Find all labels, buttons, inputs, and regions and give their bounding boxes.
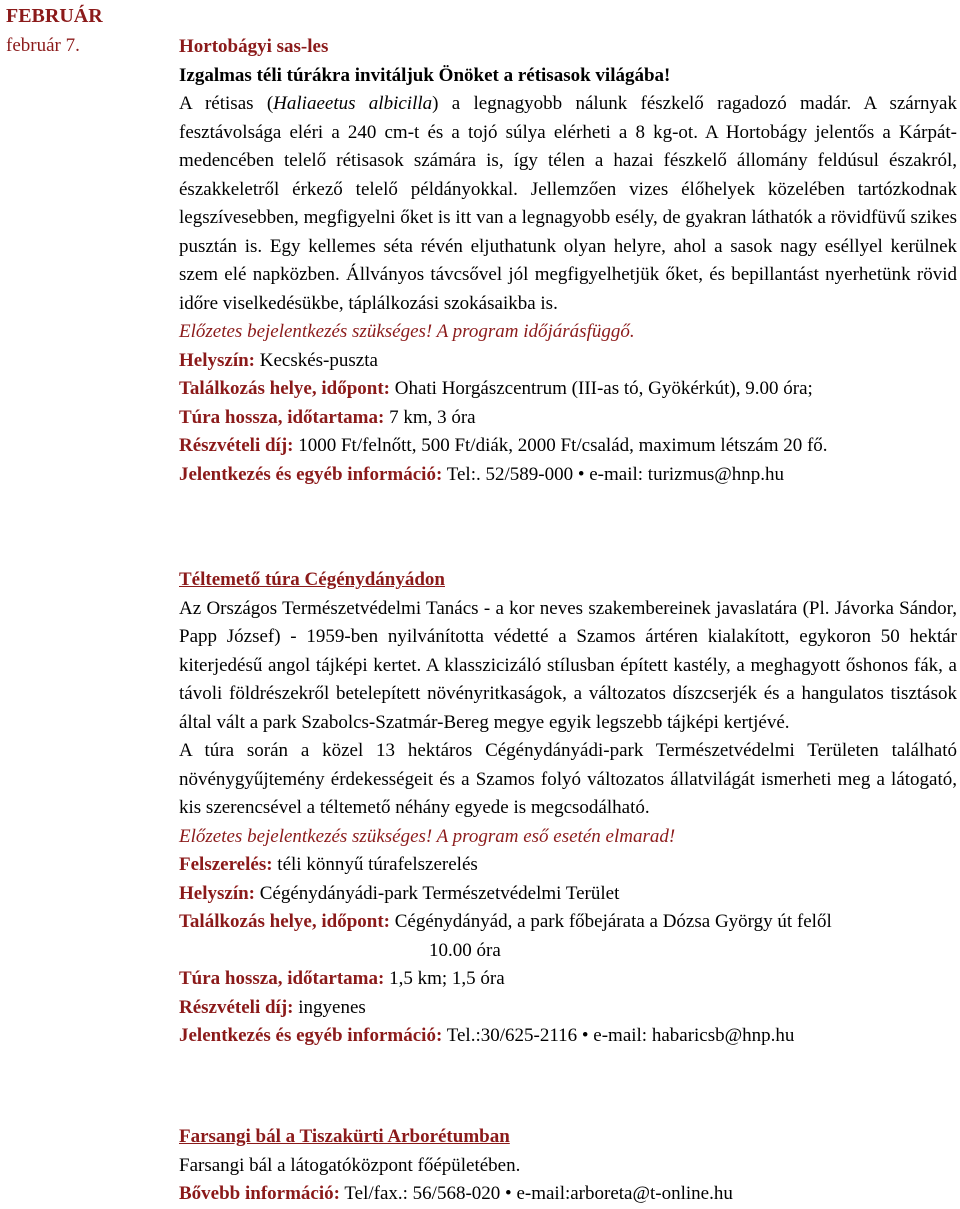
detail-fee: Részvételi díj: ingyenes — [179, 996, 366, 1018]
event-note: Előzetes bejelentkezés szükséges! A program időjárásfüggő. — [179, 321, 635, 342]
detail-fee: Részvételi díj: 1000 Ft/felnőtt, 500 Ft/diák, 2000 Ft/család, maximum létszám 20 fő. — [179, 435, 828, 456]
event-hortobagy — [179, 33, 957, 489]
event-date: február 7. — [6, 35, 80, 56]
detail-contact: Jelentkezés és egyéb információ: Tel:. 52/589-000 • e-mail: turizmus@hnp.hu — [179, 463, 785, 485]
detail-equipment: Felszerelés: téli könnyű túrafelszerelés — [179, 854, 478, 875]
detail-duration: Túra hossza, időtartama: 7 km, 3 óra — [179, 406, 476, 428]
month-heading: FEBRUÁR — [6, 5, 103, 27]
event-tiszakurt — [179, 1123, 957, 1209]
detail-location: Helyszín: Kecskés-puszta — [179, 349, 378, 371]
event-title: Hortobágyi sas-les — [179, 36, 329, 57]
detail-meeting: Találkozás helye, időpont: Ohati Horgászcentrum (III-as tó, Gyökérkút), 9.00 óra; — [179, 378, 813, 399]
event-note: Előzetes bejelentkezés szükséges! A program eső esetén elmarad! — [179, 825, 676, 847]
event-description: A rétisas (Haliaeetus albicilla) a legnagyobb nálunk fészkelő ragadozó madár. A szárnyak fesztávolsága eléri a 240 cm-t és a tojó súlya elérheti a 8 kg-ot. A Hortobágy jelentős a Kárpát-medencében telelő rétisasok számára is, így télen a hazai fészkelő állomány feldúsul északról, északkeletről érkező telelő példányokkal. Jellemzően vizes élőhelyek közelében tartózkodnak legszívesebben, megfigyelni őket is itt van a legnagyobb esély, de gyakran láthatók a rövidfüvű szikes pusztán is. Egy kellemes séta révén eljuthatunk olyan helyre, ahol a sasok nagy eséllyel kerülnek szem elé napközben. Állványos távcsővel jól megfigyelhetjük őket, és bepillantást nyerhetünk rövid időre viselkedésükbe, táplálkozási szokásaikba is. — [179, 93, 957, 314]
event-cegenydanyad — [179, 566, 957, 1051]
latin-name: Haliaeetus albicilla — [273, 93, 433, 114]
event-title: Farsangi bál a Tiszakürti Arborétumban — [179, 1126, 510, 1147]
event-title: Téltemető túra Cégénydányádon — [179, 569, 445, 590]
event-description: A túra során a közel 13 hektáros Cégénydányádi-park Természetvédelmi Területen található növénygyűjtemény érdekességeit és a Szamos folyó változatos állatvilágát ismerheti meg a látogató, kis szerencsével a téltemető néhány egyede is megcsodálható. — [179, 740, 957, 818]
detail-location: Helyszín: Cégénydányádi-park Természetvédelmi Terület — [179, 882, 620, 904]
event-description: Az Országos Természetvédelmi Tanács - a kor neves szakembereinek javaslatára (Pl. Jávorka Sándor, Papp József) - 1959-ben nyilvánította védetté a Szamos ártéren kialakított, egykoron 50 hektár kiterjedésű angol tájképi kertet. A klasszicizáló stílusban épített kastély, a meghagyott őshonos fák, a távoli földrészekről betelepített növényritkaságok, a változatos díszcserjék és a hangulatos tisztások által vált a park Szabolcs-Szatmár-Bereg megye egyik legszebb tájképi kertjévé. — [179, 597, 957, 733]
event-intro: Izgalmas téli túrákra invitáljuk Önöket a rétisasok világába! — [179, 64, 671, 86]
detail-contact: Jelentkezés és egyéb információ: Tel.:30/625-2116 • e-mail: habaricsb@hnp.hu — [179, 1025, 795, 1046]
detail-duration: Túra hossza, időtartama: 1,5 km; 1,5 óra — [179, 968, 505, 989]
detail-contact: Bővebb információ: Tel/fax.: 56/568-020 • e-mail:arboreta@t-online.hu — [179, 1183, 733, 1204]
detail-meeting-time: 10.00 óra — [429, 939, 501, 961]
event-description: Farsangi bál a látogatóközpont főépületében. — [179, 1154, 521, 1176]
detail-meeting: Találkozás helye, időpont: Cégénydányád, a park főbejárata a Dózsa György út felől — [179, 911, 832, 932]
